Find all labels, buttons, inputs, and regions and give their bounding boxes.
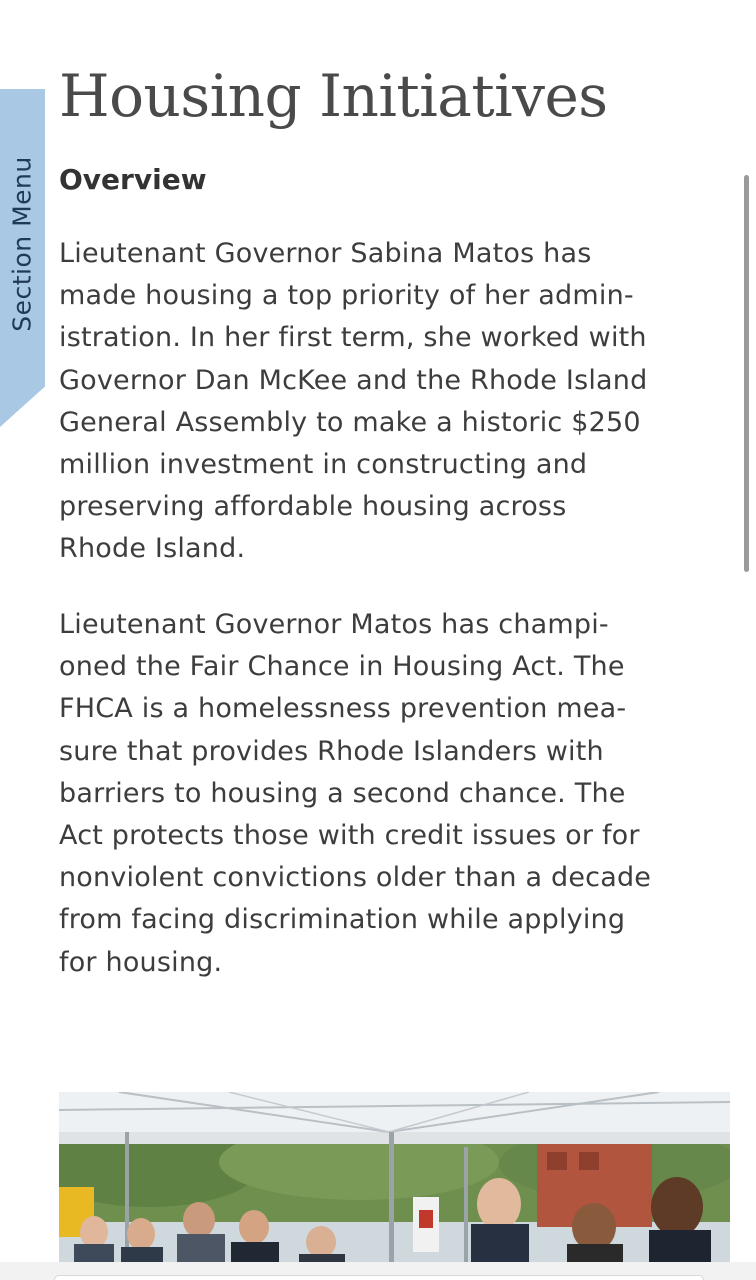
paragraph-line: Act protects those with credit issues or for: [59, 820, 640, 852]
paragraph-line: from facing discrimination while applying: [59, 904, 626, 936]
paragraph-line: Governor Dan McKee and the Rhode Island: [59, 364, 648, 396]
paragraph-line: Rhode Island.: [59, 533, 246, 565]
page-title: Housing Initiatives: [59, 62, 608, 130]
paragraph-line: istration. In her first term, she worked with: [59, 322, 647, 354]
vertical-scrollbar[interactable]: [744, 175, 749, 572]
paragraph-line: sure that provides Rhode Islanders with: [59, 735, 604, 767]
intro-paragraph: [59, 233, 739, 571]
paragraph-line: million investment in constructing and: [59, 449, 588, 481]
paragraph-line: General Assembly to make a historic $250: [59, 406, 641, 438]
section-menu-label[interactable]: Section Menu: [7, 156, 37, 332]
browser-address-pill[interactable]: [54, 1275, 704, 1280]
overview-heading: Overview: [59, 163, 207, 196]
paragraph-line: FHCA is a homelessness prevention mea-: [59, 693, 627, 725]
paragraph-line: made housing a top priority of her admin-: [59, 280, 634, 312]
paragraph-line: Lieutenant Governor Sabina Matos has: [59, 238, 592, 269]
paragraph-line: Lieutenant Governor Matos has champi-: [59, 609, 609, 640]
paragraph-line: nonviolent convictions older than a decade: [59, 862, 652, 894]
paragraph-line: barriers to housing a second chance. The: [59, 777, 626, 809]
paragraph-line: oned the Fair Chance in Housing Act. The: [59, 651, 625, 683]
paragraph-line: preserving affordable housing across: [59, 491, 567, 523]
fhca-paragraph: [59, 604, 739, 984]
paragraph-line: for housing.: [59, 946, 223, 978]
event-photo: [59, 1092, 730, 1262]
